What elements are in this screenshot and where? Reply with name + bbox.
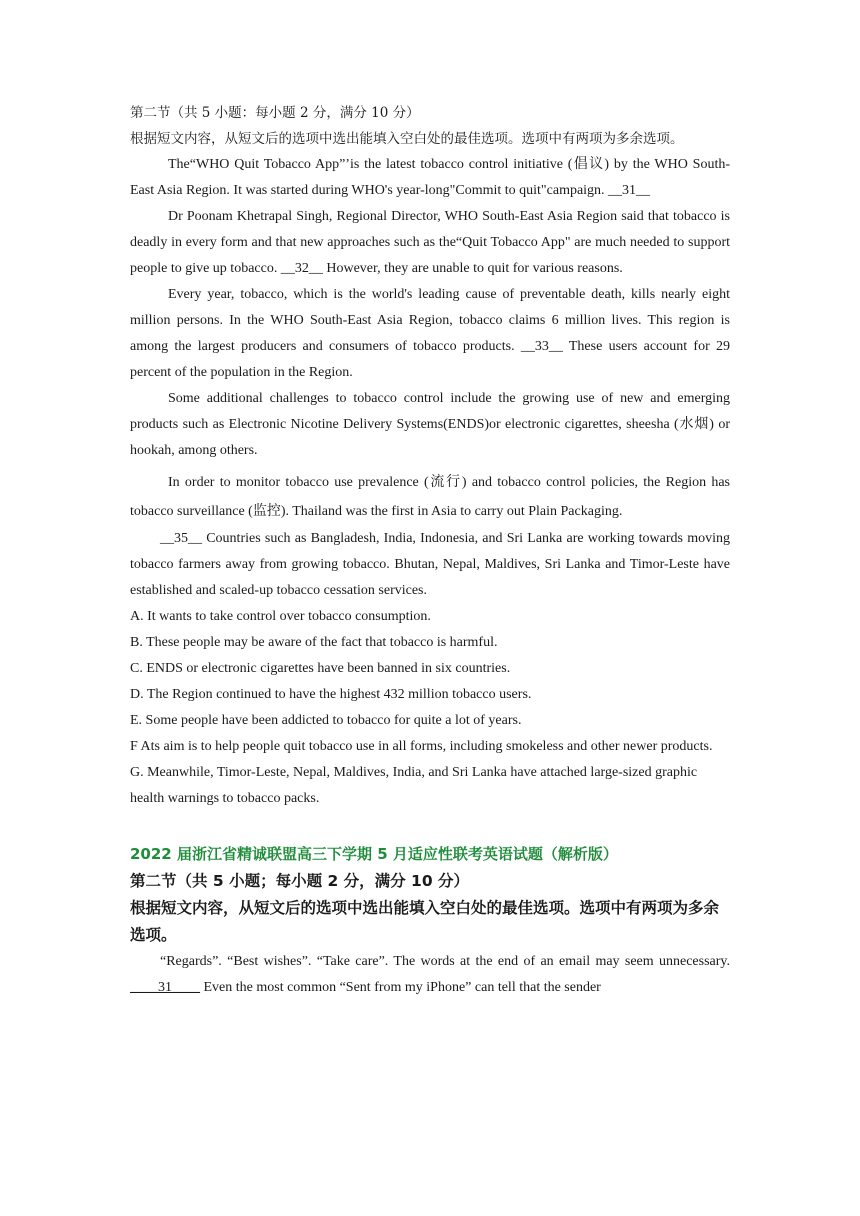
document-page	[130, 100, 730, 1001]
passage2-text-end: Even the most common “Sent from my iPhone” can tell that the sender	[203, 980, 601, 995]
section-header: 第二节（共 5 小题：每小题 2 分，满分 10 分）	[130, 105, 420, 121]
option-c: C. ENDS or electronic cigarettes have been banned in six countries.	[130, 661, 511, 676]
option-e: E. Some people have been addicted to tobacco for quite a lot of years.	[130, 713, 522, 728]
passage2-text-start: “Regards”. “Best wishes”. “Take care”. The words at the end of an email may seem unnecessary.	[160, 954, 730, 969]
section2-header: 第二节（共 5 小题；每小题 2 分，满分 10 分）	[130, 872, 470, 890]
passage-paragraph-3: Every year, tobacco, which is the world's leading cause of preventable death, kills nearly eight million persons. In the WHO South-East Asia Region, tobacco claims 6 million lives. This region is among the largest producers and consumers of tobacco products. __33__ These users account for 29 percent of the population in the Region.	[130, 287, 730, 380]
option-b: B. These people may be aware of the fact that tobacco is harmful.	[130, 635, 498, 650]
option-a: A. It wants to take control over tobacco consumption.	[130, 609, 431, 624]
option-g: G. Meanwhile, Timor-Leste, Nepal, Maldives, India, and Sri Lanka have attached large-sized graphic health warnings to tobacco packs.	[130, 765, 698, 806]
option-d: D. The Region continued to have the highest 432 million tobacco users.	[130, 687, 532, 702]
passage-paragraph-4: Some additional challenges to tobacco control include the growing use of new and emerging products such as Electronic Nicotine Delivery Systems(ENDS)or electronic cigarettes, sheesha (水烟) or hookah, among others.	[130, 391, 730, 458]
passage2-paragraph-1	[130, 949, 730, 1001]
blank-31: ____31____	[130, 980, 200, 995]
passage-paragraph-5: In order to monitor tobacco use prevalence (流行) and tobacco control policies, the Region has tobacco surveillance (监控). Thailand was the first in Asia to carry out Plain Packaging.	[130, 475, 730, 519]
section-instruction: 根据短文内容，从短文后的选项中选出能填入空白处的最佳选项。选项中有两项为多余选项。	[130, 131, 684, 147]
passage-paragraph-6: __35__ Countries such as Bangladesh, India, Indonesia, and Sri Lanka are working towards moving tobacco farmers away from growing tobacco. Bhutan, Nepal, Maldives, Sri Lanka and Timor-Leste have established and scaled-up tobacco cessation services.	[130, 531, 730, 598]
section2-instruction: 根据短文内容，从短文后的选项中选出能填入空白处的最佳选项。选项中有两项为多余选项。	[130, 899, 720, 944]
exam-title: 2022 届浙江省精诚联盟高三下学期 5 月适应性联考英语试题（解析版）	[130, 845, 618, 863]
passage-paragraph-2: Dr Poonam Khetrapal Singh, Regional Director, WHO South-East Asia Region said that tobacco is deadly in every form and that new approaches such as the“Quit Tobacco App" are much needed to support people to give up tobacco. __32__ However, they are unable to quit for various reasons.	[130, 209, 730, 276]
option-f: F Ats aim is to help people quit tobacco use in all forms, including smokeless and other newer products.	[130, 739, 713, 754]
section-spacer	[130, 812, 730, 840]
passage-paragraph-1: The“WHO Quit Tobacco App”’is the latest tobacco control initiative (倡议) by the WHO South-East Asia Region. It was started during WHO's year-long"Commit to quit"campaign. __31__	[130, 157, 730, 198]
